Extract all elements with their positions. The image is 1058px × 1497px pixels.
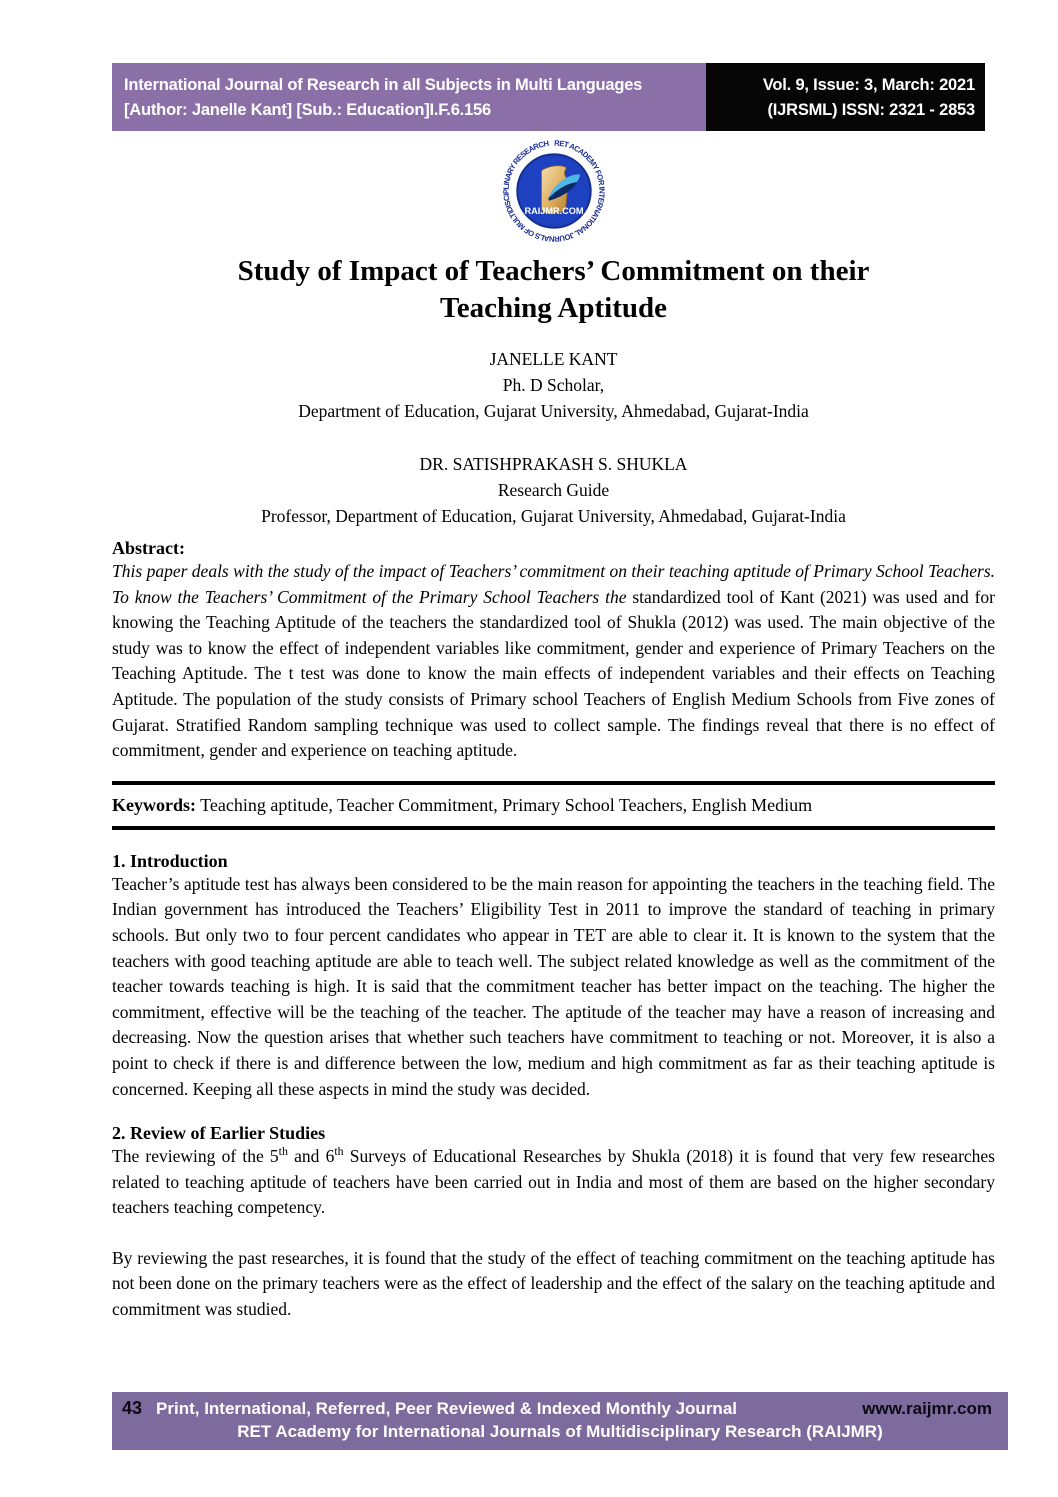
- logo-container: [112, 134, 995, 248]
- review-paragraph-1: [112, 1144, 995, 1221]
- footer-journal-type: Print, International, Referred, Peer Reviewed & Indexed Monthly Journal: [156, 1399, 737, 1418]
- abstract-italic-part: This paper deals with the study of the impact of Teachers’ commitment on their teaching aptitude of Primary School Teachers. To know the Teachers’ Commitment of the Primary School Teachers the: [112, 561, 995, 607]
- paper-title-line2: Teaching Aptitude: [440, 292, 667, 324]
- author-affiliation: Department of Education, Gujarat University, Ahmedabad, Gujarat-India: [298, 401, 809, 421]
- header-journal-info: [112, 63, 706, 131]
- paper-title-line1: Study of Impact of Teachers’ Commitment on their: [237, 255, 870, 287]
- abstract-label: Abstract:: [112, 538, 185, 558]
- page-number: 43: [122, 1398, 143, 1418]
- author-block-1: [112, 346, 995, 424]
- abstract-regular-part: standardized tool of Kant (2021) was used and for knowing the Teaching Aptitude of the teachers the standardized tool of Shukla (2012) was used. The main objective of the study was to know the effect of independent variables like commitment, gender and experience of Primary Teachers on the Teaching Aptitude. The t test was done to know the main effects of independent variables and their effects on Teaching Aptitude. The population of the study consists of Primary school Teachers of English Medium Schools from Five zones of Gujarat. Stratified Random sampling technique was used to collect sample. The findings reveal that there is no effect of commitment, gender and experience on teaching aptitude.: [112, 586, 995, 761]
- review-p1-text: The reviewing of the 5: [112, 1146, 279, 1167]
- footer-bar: [112, 1392, 1008, 1450]
- ordinal-superscript: th: [278, 1144, 288, 1159]
- abstract-text: [112, 559, 995, 764]
- author-role: Research Guide: [497, 480, 610, 500]
- raijmr-logo: [496, 134, 612, 248]
- author-affiliation: Professor, Department of Education, Gujarat University, Ahmedabad, Gujarat-India: [261, 506, 846, 526]
- author-name: DR. SATISHPRAKASH S. SHUKLA: [419, 454, 688, 474]
- journal-title: International Journal of Research in all Subjects in Multi Languages: [124, 76, 643, 94]
- header-bar: [112, 63, 985, 131]
- page-content: [112, 63, 995, 1323]
- volume-issue-date: Vol. 9, Issue: 3, March: 2021: [762, 76, 975, 94]
- header-issue-box: [706, 63, 985, 131]
- journal-author-subject: [Author: Janelle Kant] [Sub.: Education]I.F.6.156: [124, 101, 491, 119]
- review-p1-text: Surveys of Educational Researches by Shukla (2018) it is found that very few researches related to teaching aptitude of teachers have been carried out in India and most of them are based on the higher secondary teachers teaching competency.: [112, 1146, 995, 1218]
- introduction-paragraph: Teacher’s aptitude test has always been considered to be the main reason for appointing the teachers in the teaching field. The Indian government has introduced the Teachers’ Eligibility Test in 2011 to improve the standard of teaching in primary schools. But only two to four percent candidates who appear in TET are able to clear it. It is known to the system that the teachers with good teaching aptitude are able to teach well. The subject related knowledge as well as the commitment of the teacher towards teaching is high. It is said that the commitment teacher has better impact on the teaching. The higher the commitment, effective will be the teaching of the teacher. The aptitude of the teacher may have a reason of increasing and decreasing. Now the question arises that whether such teachers have commitment to teaching or not. Moreover, it is also a point to check if there is and difference between the low, medium and high commitment as far as their teaching aptitude is concerned. Keeping all these aspects in mind the study was decided.: [112, 873, 995, 1099]
- paper-title: [112, 253, 995, 327]
- footer-line-1: [112, 1398, 1008, 1419]
- footer-website: www.raijmr.com: [862, 1399, 992, 1418]
- footer-academy-name: RET Academy for International Journals of Multidisciplinary Research (RAIJMR): [237, 1422, 883, 1441]
- review-p1-text: and 6: [287, 1146, 335, 1167]
- author-role: Ph. D Scholar,: [502, 375, 605, 395]
- keywords-label: Keywords:: [112, 794, 196, 815]
- ordinal-superscript: th: [334, 1144, 344, 1159]
- section-heading-review: 2. Review of Earlier Studies: [112, 1123, 326, 1144]
- issn-number: (IJRSML) ISSN: 2321 - 2853: [767, 101, 975, 119]
- keywords-block: [112, 781, 995, 830]
- logo-ring-text: RET ACADEMY FOR INTERNATIONAL JOURNALS OF MULTIDISCIPLINARY RESEARCH: [501, 138, 606, 244]
- section-heading-introduction: 1. Introduction: [112, 850, 228, 871]
- author-block-2: [112, 451, 995, 529]
- review-paragraph-2: By reviewing the past researches, it is found that the study of the effect of teaching commitment on the teaching aptitude has not been done on the primary teachers were as the effect of leadership and the effect of the salary on the teaching aptitude and commitment was studied.: [112, 1247, 995, 1320]
- author-name: JANELLE KANT: [489, 349, 618, 369]
- logo-center-text: RAIJMR.COM: [523, 206, 584, 217]
- keywords-text: Teaching aptitude, Teacher Commitment, Primary School Teachers, English Medium: [196, 794, 813, 815]
